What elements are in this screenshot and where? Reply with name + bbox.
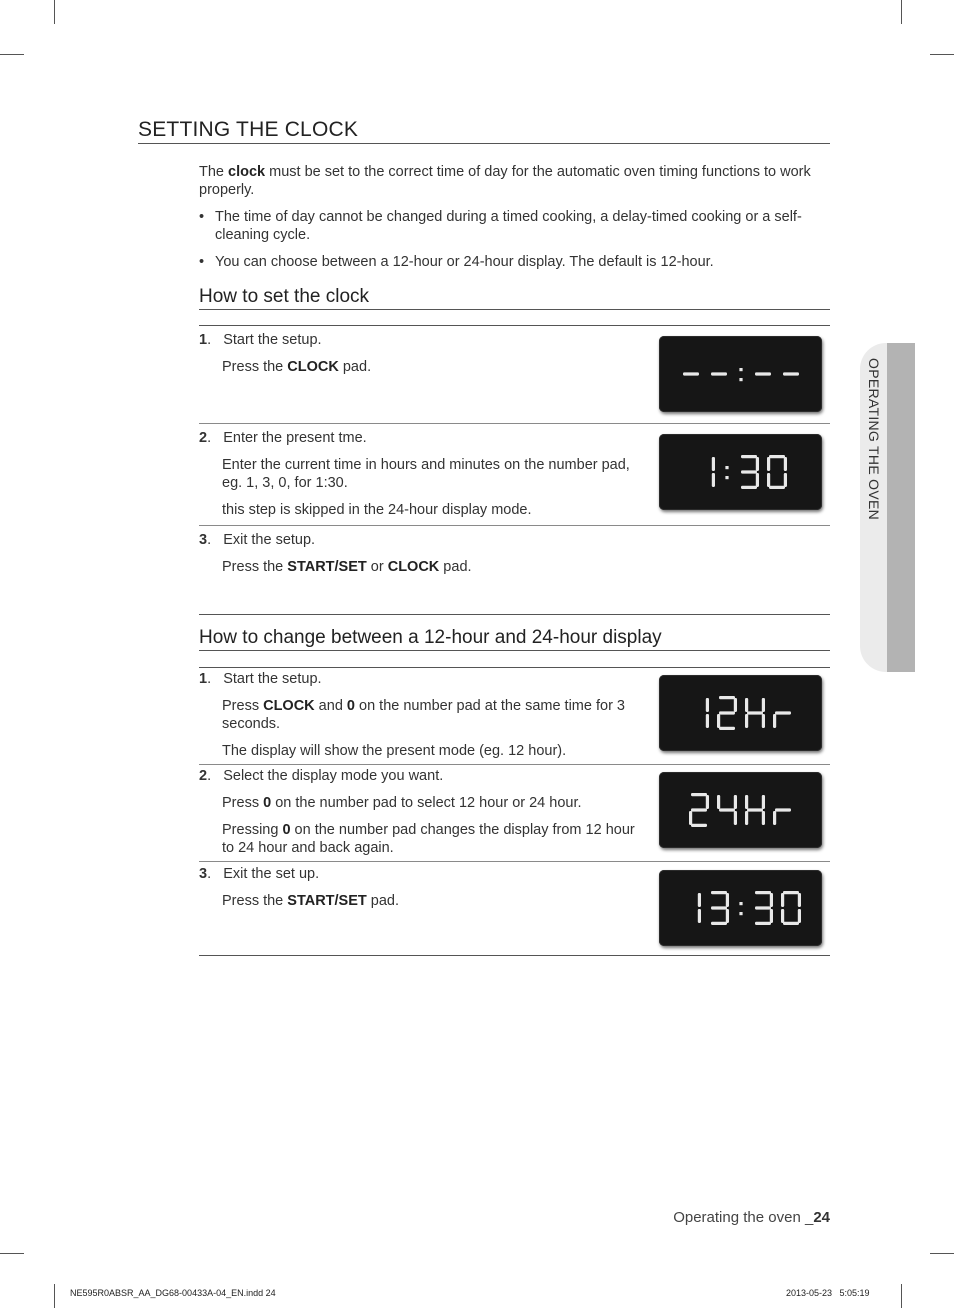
lcd-display bbox=[659, 434, 822, 510]
lcd-readout bbox=[681, 357, 801, 391]
crop-mark bbox=[0, 54, 24, 55]
lcd-digit bbox=[773, 808, 791, 825]
list-item: • You can choose between a 12-hour or 24-hour display. The default is 12-hour. bbox=[199, 253, 829, 271]
lcd-digit bbox=[755, 891, 773, 925]
section-heading-set-clock: How to set the clock bbox=[199, 286, 830, 310]
lcd-digit bbox=[717, 696, 737, 730]
divider bbox=[199, 667, 830, 668]
lcd-colon bbox=[725, 466, 728, 479]
lcd-digit bbox=[711, 372, 727, 375]
lcd-readout bbox=[695, 455, 787, 489]
lcd-readout bbox=[689, 793, 793, 827]
divider bbox=[199, 525, 830, 526]
crop-mark bbox=[901, 1284, 902, 1308]
lcd-colon bbox=[739, 368, 742, 381]
lcd-display bbox=[659, 870, 822, 946]
crop-mark bbox=[930, 54, 954, 55]
divider bbox=[199, 423, 830, 424]
lcd-digit bbox=[745, 795, 765, 825]
crop-mark bbox=[930, 1253, 954, 1254]
bullet-list bbox=[199, 208, 829, 280]
lcd-digit bbox=[717, 795, 737, 825]
lcd-display bbox=[659, 336, 822, 412]
lcd-digit bbox=[745, 698, 765, 728]
divider bbox=[199, 861, 830, 862]
step-3: 3. Exit the setup. Press the START/SET or CLOCK pad. bbox=[199, 532, 472, 575]
step-2: 2. Enter the present tme. Enter the current time in hours and minutes on the number pad, eg. 1, 3, 0, for 1:30. this step is skipped in the 24-hour display mode. bbox=[199, 430, 630, 518]
lcd-digit bbox=[711, 891, 729, 925]
lcd-display bbox=[659, 772, 822, 848]
section-tab-bar bbox=[887, 343, 915, 672]
lcd-digit bbox=[705, 698, 708, 728]
print-slug-file: NE595R0ABSR_AA_DG68-00433A-04_EN.indd 24 bbox=[70, 1288, 276, 1298]
crop-mark bbox=[0, 1253, 24, 1254]
lcd-digit bbox=[773, 711, 791, 728]
crop-mark bbox=[901, 0, 902, 24]
lcd-digit bbox=[783, 372, 799, 375]
step-1: 1. Start the setup. Press CLOCK and 0 on the number pad at the same time for 3 seconds. The display will show the present mode (eg. 12 hour). bbox=[199, 671, 625, 759]
crop-mark bbox=[54, 0, 55, 24]
divider bbox=[199, 614, 830, 615]
lcd-digit bbox=[711, 457, 714, 487]
lcd-digit bbox=[755, 372, 771, 375]
lcd-digit bbox=[767, 455, 787, 489]
lcd-display bbox=[659, 675, 822, 751]
lcd-readout bbox=[681, 891, 801, 925]
lcd-digit bbox=[683, 372, 699, 375]
step-1: 1. Start the setup. Press the CLOCK pad. bbox=[199, 332, 372, 375]
section-heading-change-display: How to change between a 12-hour and 24-hour display bbox=[199, 627, 830, 651]
lcd-digit bbox=[741, 455, 759, 489]
step-2: 2. Select the display mode you want. Press 0 on the number pad to select 12 hour or 24 hour. Pressing 0 on the number pad changes the display from 12 hour to 24 hour and back again. bbox=[199, 768, 635, 856]
divider bbox=[199, 955, 830, 956]
lcd-digit bbox=[697, 893, 700, 923]
lcd-digit bbox=[689, 793, 709, 827]
section-tab-label: OPERATING THE OVEN bbox=[866, 358, 882, 521]
crop-mark bbox=[54, 1284, 55, 1308]
lcd-readout bbox=[689, 696, 793, 730]
print-slug-date: 2013-05-23 5:05:19 bbox=[786, 1288, 870, 1298]
lcd-digit bbox=[781, 891, 801, 925]
page-footer: Operating the oven _24 bbox=[673, 1209, 830, 1226]
divider bbox=[199, 325, 830, 326]
step-3: 3. Exit the set up. Press the START/SET pad. bbox=[199, 866, 400, 909]
list-item: • The time of day cannot be changed during a timed cooking, a delay-timed cooking or a self-cleaning cycle. bbox=[199, 208, 829, 244]
intro-paragraph: The clock must be set to the correct time of day for the automatic oven timing functions to work properly. bbox=[199, 164, 811, 198]
page-title: SETTING THE CLOCK bbox=[138, 118, 830, 144]
lcd-colon bbox=[739, 902, 742, 915]
divider bbox=[199, 764, 830, 765]
